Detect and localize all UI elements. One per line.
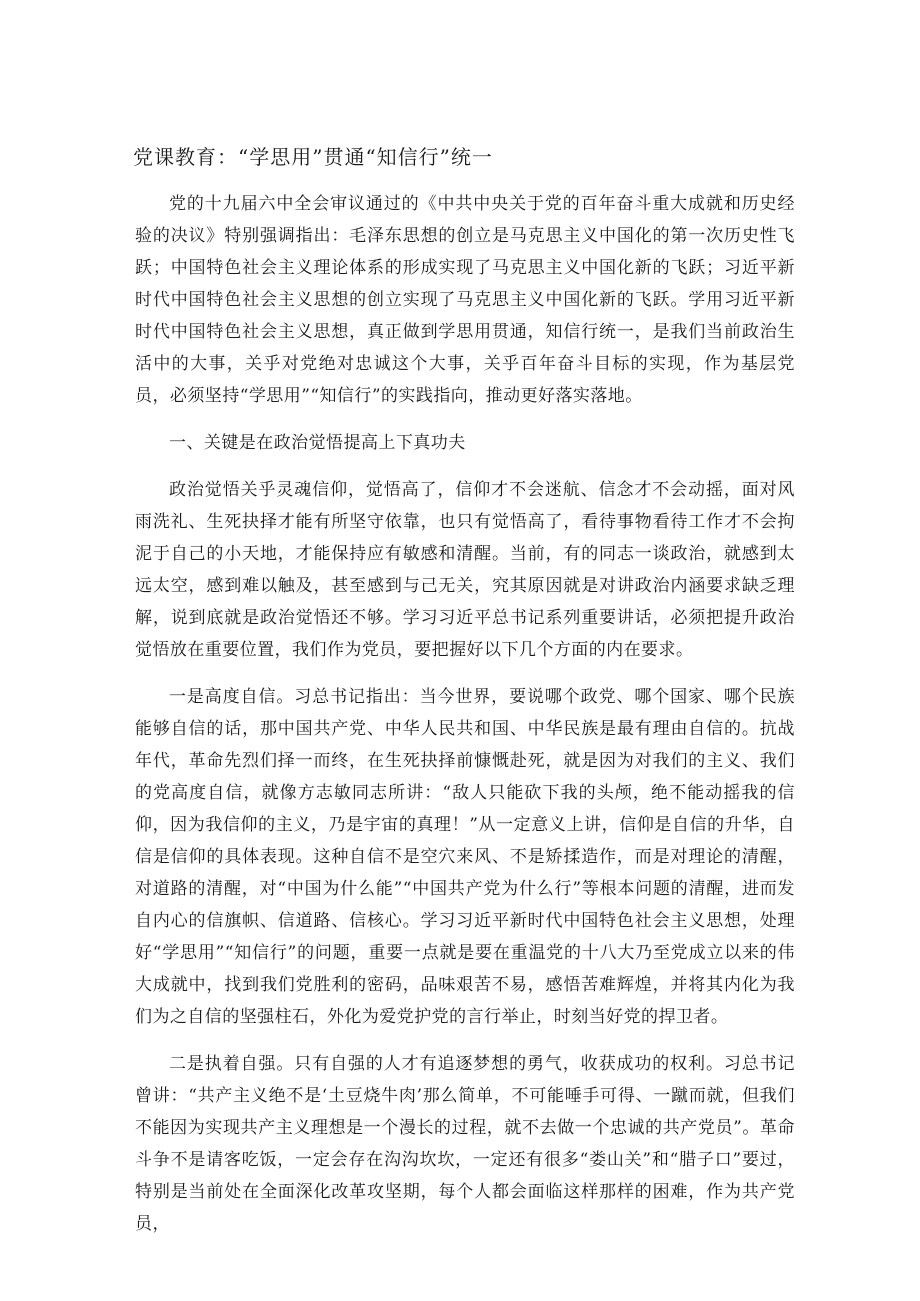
- point-one-paragraph: 一是高度自信。习总书记指出：当今世界，要说哪个政党、哪个国家、哪个民族能够自信的话，那中国共产党、中华人民共和国、中华民族是最有理由自信的。抗战年代，革命先烈们择一而终，在生死抉择前慷慨赴死，就是因为对我们的主义、我们的党高度自信，就像方志敏同志所讲：“敌人只能砍下我的头颅，绝不能动摇我的信仰，因为我信仰的主义，乃是宇宙的真理！”从一定意义上讲，信仰是自信的升华，自信是信仰的具体表现。这种自信不是空穴来风、不是矫揉造作，而是对理论的清醒，对道路的清醒，对“中国为什么能”“中国共产党为什么行”等根本问题的清醒，进而发自内心的信旗帜、信道路、信核心。学习习近平新时代中国特色社会主义思想，处理好“学思用”“知信行”的问题，重要一点就是要在重温党的十八大乃至党成立以来的伟大成就中，找到我们党胜利的密码，品味艰苦不易，感悟苦难辉煌，并将其内化为我们为之自信的坚强柱石，外化为爱党护党的言行举止，时刻当好党的捍卫者。: [135, 687, 795, 1027]
- section-paragraph: 政治觉悟关乎灵魂信仰，觉悟高了，信仰才不会迷航、信念才不会动摇，面对风雨洗礼、生死抉择才能有所坚守依靠，也只有觉悟高了，看待事物看待工作才不会拘泥于自己的小天地，才能保持应有敏感和清醒。当前，有的同志一谈政治，就感到太远太空，感到难以触及，甚至感到与己无关，究其原因就是对讲政治内涵要求缺乏理解，说到底就是政治觉悟还不够。学习习近平总书记系列重要讲话，必须把提升政治觉悟放在重要位置，我们作为党员，要把握好以下几个方面的内在要求。: [135, 480, 795, 660]
- section-heading: 一、关键是在政治觉悟提高上下真功夫: [169, 433, 466, 453]
- document-title: 党课教育：“学思用”贯通“知信行”统一: [133, 145, 493, 169]
- intro-paragraph: 党的十九届六中全会审议通过的《中共中央关于党的百年奋斗重大成就和历史经验的决议》特别强调指出：毛泽东思想的创立是马克思主义中国化的第一次历史性飞跃；中国特色社会主义理论体系的形成实现了马克思主义中国化新的飞跃；习近平新时代中国特色社会主义思想的创立实现了马克思主义中国化新的飞跃。学用习近平新时代中国特色社会主义思想，真正做到学思用贯通，知信行统一，是我们当前政治生活中的大事，关乎对党绝对忠诚这个大事，关乎百年奋斗目标的实现，作为基层党员，必须坚持“学思用”“知信行”的实践指向，推动更好落实落地。: [135, 194, 795, 406]
- document-body: [135, 188, 795, 1255]
- point-two-paragraph: 二是执着自强。只有自强的人才有追逐梦想的勇气，收获成功的权利。习总书记曾讲：“共产主义绝不是‘土豆烧牛肉’那么简单，不可能唾手可得、一蹴而就，但我们不能因为实现共产主义理想是一个漫长的过程，就不去做一个忠诚的共产党员”。革命斗争不是请客吃饭，一定会存在沟沟坎坎，一定还有很多“娄山关”和“腊子口”要过，特别是当前处在全面深化改革攻坚期，每个人都会面临这样那样的困难，作为共产党员，: [135, 1054, 795, 1234]
